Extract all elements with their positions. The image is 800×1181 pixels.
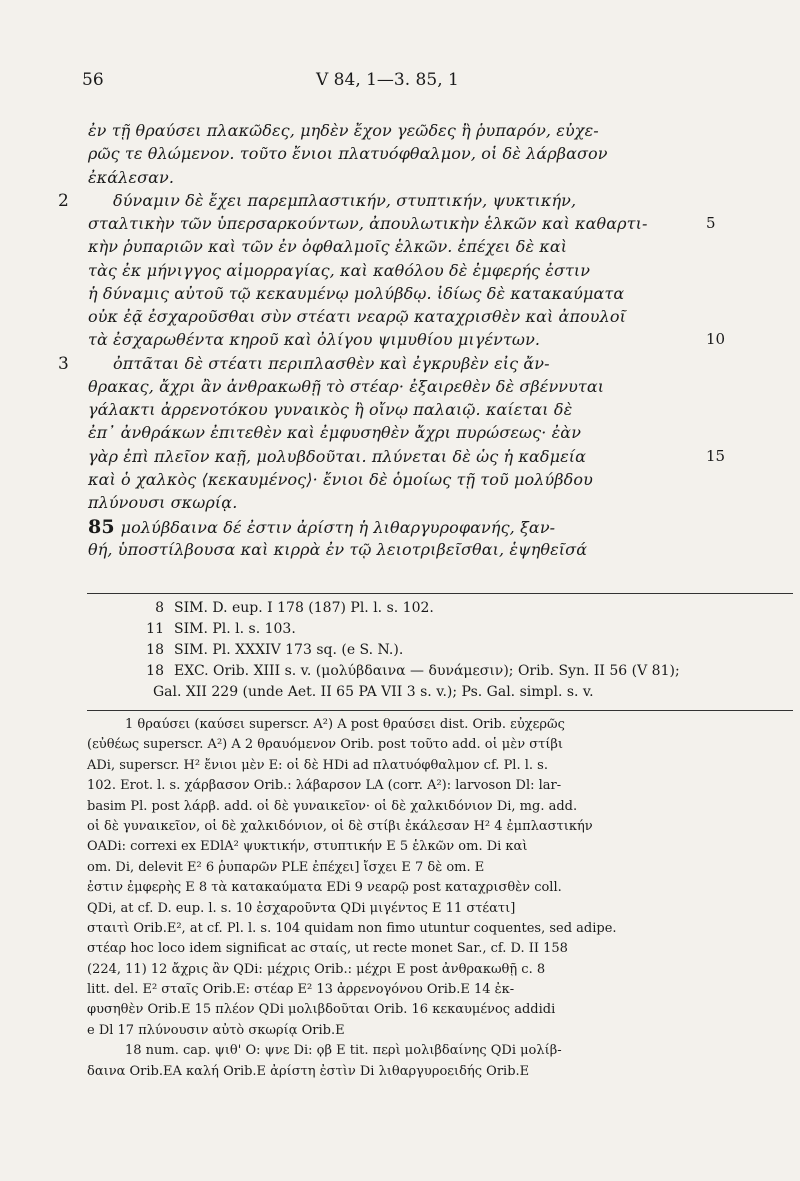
apparatus-text: δαινα Orib.EA καλή Orib.E ἀρίστη ἐστὶν Di λιθαργυροειδής Orib.E <box>87 1063 530 1079</box>
line-text: τὰς ἐκ μήνιγγος αἱμορραγίας, καὶ καθόλου δὲ ἐμφερής ἐστιν <box>88 260 591 280</box>
line-text: γάλακτι ἀρρενοτόκου γυναικὸς ἢ οἴνῳ παλαιῷ. καίεται δὲ <box>88 400 573 419</box>
apparatus-text: 102. Erot. l. s. χάρβασον Orib.: λάβαρσον LA (corr. A²): larvoson Dl: lar- <box>87 778 562 794</box>
apparatus-text: ADi, superscr. H² ἔνιοι μὲν E: οἱ δὲ HDi ad πλατυόφθαλμον cf. Pl. l. s. <box>87 757 548 773</box>
apparatus-line <box>0 819 800 839</box>
apparatus-text: e Dl 17 πλύνουσιν αὐτὸ σκωρίᾳ Orib.E <box>87 1022 345 1038</box>
text-line <box>0 168 800 191</box>
text-line <box>0 237 800 260</box>
apparatus-line <box>0 758 800 778</box>
apparatus-text: ἐστιν ἐμφερὴς E 8 τὰ κατακαύματα EDi 9 νεαρῷ post καταχρισθὲν coll. <box>87 880 562 896</box>
apparatus-line <box>0 799 800 819</box>
source-line-ref: 18 <box>146 663 164 679</box>
apparatus-text: 1 θραύσει (καύσει superscr. A²) A post θραύσει dist. Orib. εὐχερῶς <box>125 717 565 732</box>
text-line <box>0 284 800 307</box>
text-line <box>0 214 800 237</box>
text-line <box>0 516 800 539</box>
text-line <box>0 307 800 330</box>
line-text-body: μολύβδαινα δέ ἐστιν ἀρίστη ἡ λιθαργυροφανής, ξαν- <box>120 518 556 538</box>
line-text: ἐκάλεσαν. <box>88 167 175 187</box>
line-text: ἐπ᾿ ἀνθράκων ἐπιτεθὲν καὶ ἐμφυσηθὲν ἄχρι πυρώσεως· ἐὰν <box>88 423 582 443</box>
apparatus-text: litt. del. E² σταῖς Orib.E: στέαρ E² 13 ἀρρενογόνου Orib.E 14 ἐκ- <box>87 982 515 998</box>
apparatus-line <box>0 1043 800 1063</box>
apparatus-line <box>0 737 800 757</box>
paragraph-number: 3 <box>58 353 69 374</box>
apparatus-line <box>0 860 800 880</box>
paragraph-number: 2 <box>58 190 69 211</box>
page-number: 56 <box>82 70 104 90</box>
apparatus-text: om. Di, delevit E² 6 ῥυπαρῶν PLE ἐπέχει] ἴσχει E 7 δὲ om. E <box>87 859 485 875</box>
apparatus-text: (εὐθέως superscr. A²) A 2 θραυόμενον Orib. post τοῦτο add. οἱ μὲν στίβι <box>87 737 564 753</box>
text-line <box>0 540 800 563</box>
text-line <box>0 191 800 214</box>
apparatus-line <box>0 901 800 921</box>
line-text: γὰρ ἐπὶ πλεῖον καῇ, μολυβδοῦται. πλύνεται δὲ ὡς ἡ καδμεία <box>88 446 587 466</box>
line-number: 10 <box>706 330 726 349</box>
apparatus-line <box>0 717 800 737</box>
source-line-ref: 18 <box>146 642 164 658</box>
divider-rule <box>87 710 793 711</box>
line-text: δύναμιν δὲ ἔχει παρεμπλαστικήν, στυπτικήν, ψυκτικήν, <box>113 190 577 210</box>
apparatus-line <box>0 1064 800 1084</box>
apparatus-line <box>0 1002 800 1022</box>
apparatus-line <box>0 839 800 859</box>
source-text: Gal. XII 229 (unde Aet. II 65 PA VII 3 s. v.); Ps. Gal. simpl. s. v. <box>153 684 594 700</box>
text-line <box>0 261 800 284</box>
line-text: πλύνουσι σκωρίᾳ. <box>88 493 238 512</box>
apparatus-text: basim Pl. post λάρβ. add. οἱ δὲ γυναικεῖον· οἱ δὲ χαλκιδόνιον Di, mg. add. <box>87 798 578 814</box>
source-line-ref: 8 <box>155 600 164 616</box>
apparatus-line <box>0 1023 800 1043</box>
source-text: SIM. D. eup. I 178 (187) Pl. l. s. 102. <box>174 600 434 616</box>
line-number: 15 <box>706 446 726 465</box>
source-line <box>0 621 800 642</box>
source-line-ref: 11 <box>146 621 164 637</box>
source-line <box>0 663 800 684</box>
source-line <box>0 684 800 705</box>
apparatus-text: QDi, at cf. D. eup. l. s. 10 ἐσχαροῦντα QDi μιγέντος E 11 στέατι] <box>87 900 516 916</box>
apparatus-text: OADi: correxi ex EDlA² ψυκτικήν, στυπτικήν E 5 ἑλκῶν om. Di καὶ <box>87 839 528 855</box>
apparatus-text: φυσηθὲν Orib.E 15 πλέον QDi μολιβδοῦται Orib. 16 κεκαυμένος addidi <box>87 1002 556 1018</box>
apparatus-text: (224, 11) 12 ἄχρις ἂν QDi: μέχρις Orib.: μέχρι E post ἀνθρακωθῇ c. 8 <box>87 961 546 977</box>
apparatus-line <box>0 880 800 900</box>
line-text: ρῶς τε θλώμενον. τοῦτο ἔνιοι πλατυόφθαλμον, οἱ δὲ λάρβασον <box>88 144 608 164</box>
line-text <box>88 516 555 538</box>
line-text: σταλτικὴν τῶν ὑπερσαρκούντων, ἀπουλωτικὴν ἑλκῶν καὶ καθαρτι- <box>88 214 648 233</box>
source-text: SIM. Pl. l. s. 103. <box>174 621 296 637</box>
apparatus-text: οἱ δὲ γυναικεῖον, οἱ δὲ χαλκιδόνιον, οἱ δὲ στίβι ἐκάλεσαν H² 4 ἐμπλαστικήν <box>87 818 593 834</box>
line-text: ἡ δύναμις αὐτοῦ τῷ κεκαυμένῳ μολύβδῳ. ἰδίως δὲ κατακαύματα <box>88 283 625 303</box>
source-apparatus <box>0 600 800 705</box>
main-text <box>0 121 800 563</box>
apparatus-line <box>0 941 800 961</box>
critical-apparatus <box>0 717 800 1084</box>
text-line <box>0 144 800 167</box>
apparatus-line <box>0 921 800 941</box>
source-text: EXC. Orib. XIII s. v. (μολύβδαινα — δυνάμεσιν); Orib. Syn. II 56 (V 81); <box>174 663 680 679</box>
text-line <box>0 400 800 423</box>
source-line <box>0 600 800 621</box>
text-line <box>0 493 800 516</box>
line-text: οὐκ ἐᾷ ἐσχαροῦσθαι σὺν στέατι νεαρῷ καταχρισθὲν καὶ ἀπουλοῖ <box>88 307 626 326</box>
text-line <box>0 377 800 400</box>
line-text: θή, ὑποστίλβουσα καὶ κιρρὰ ἐν τῷ λειοτριβεῖσθαι, ἑψηθεῖσά <box>88 539 588 559</box>
line-text: ἐν τῇ θραύσει πλακῶδες, μηδὲν ἔχον γεῶδες ἢ ῥυπαρόν, εὐχε- <box>88 121 599 140</box>
running-head: V 84, 1—3. 85, 1 <box>316 70 459 90</box>
apparatus-line <box>0 778 800 798</box>
line-text: θρακας, ἄχρι ἂν ἀνθρακωθῇ τὸ στέαρ· ἐξαιρεθὲν δὲ σβέννυται <box>88 376 605 396</box>
text-line <box>0 470 800 493</box>
apparatus-line <box>0 962 800 982</box>
text-line <box>0 121 800 144</box>
divider-rule <box>87 593 793 594</box>
page-header <box>0 70 800 94</box>
text-line <box>0 330 800 353</box>
apparatus-line <box>0 982 800 1002</box>
chapter-number: 85 <box>88 516 115 539</box>
source-text: SIM. Pl. XXXIV 173 sq. (e S. N.). <box>174 642 404 658</box>
line-text: κὴν ῥυπαριῶν καὶ τῶν ἐν ὀφθαλμοῖς ἑλκῶν. ἐπέχει δὲ καὶ <box>88 237 568 257</box>
source-line <box>0 642 800 663</box>
text-line <box>0 354 800 377</box>
line-text: καὶ ὁ χαλκὸς ⟨κεκαυμένος⟩· ἔνιοι δὲ ὁμοίως τῇ τοῦ μολύβδου <box>88 469 593 489</box>
line-text: ὀπτᾶται δὲ στέατι περιπλασθὲν καὶ ἐγκρυβὲν εἰς ἄν- <box>113 353 550 373</box>
apparatus-text: στέαρ hoc loco idem significat ac σταίς, ut recte monet Sar., cf. D. II 158 <box>87 941 568 957</box>
apparatus-text: 18 num. cap. ψιθ' O: ψνε Di: ϙβ E tit. περὶ μολιβδαίνης QDi μολίβ- <box>125 1043 562 1059</box>
line-text: τὰ ἐσχαρωθέντα κηροῦ καὶ ὀλίγου ψιμυθίου μιγέντων. <box>88 330 541 350</box>
apparatus-text: σταιτὶ Orib.E², at cf. Pl. l. s. 104 quidam non fimo utuntur coquentes, sed adipe. <box>87 920 617 936</box>
text-line <box>0 447 800 470</box>
line-number: 5 <box>706 214 716 232</box>
text-line <box>0 423 800 446</box>
